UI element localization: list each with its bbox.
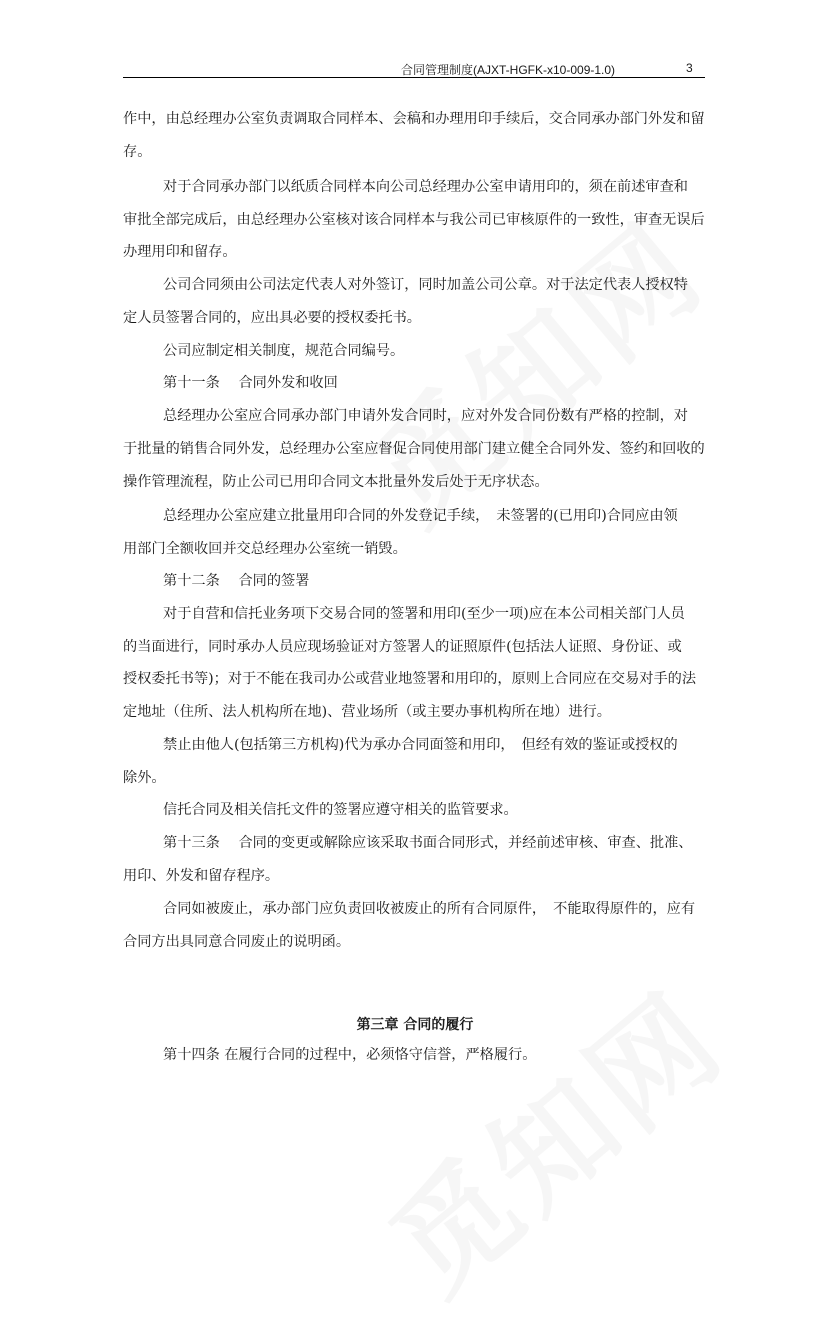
watermark [350, 947, 755, 1325]
text-line: 除外。 [123, 770, 166, 786]
section-heading: 第十一条 合同外发和收回 [163, 375, 338, 391]
text-line: 禁止由他人(包括第三方机构)代为承办合同面签和用印， 但经有效的鉴证或授权的 [163, 737, 678, 753]
text-line: 定人员签署合同的，应出具必要的授权委托书。 [123, 310, 421, 326]
text-line: 办理用印和留存。 [123, 244, 237, 260]
text-line: 于批量的销售合同外发，总经理办公室应督促合同使用部门建立健全合同外发、签约和回收的 [123, 441, 705, 457]
text-line: 存。 [123, 144, 152, 160]
text-line: 定地址（住所、法人机构所在地)、营业场所（或主要办事机构所在地）进行。 [123, 704, 611, 720]
text-line: 公司应制定相关制度，规范合同编号。 [163, 343, 405, 359]
section-heading: 第十二条 合同的签署 [163, 573, 310, 589]
text-line: 用印、外发和留存程序。 [123, 868, 280, 884]
text-line: 审批全部完成后，由总经理办公室核对该合同样本与我公司已审核原件的一致性，审查无误后 [123, 212, 705, 228]
page-number: 3 [686, 61, 693, 75]
text-line: 总经理办公室应建立批量用印合同的外发登记手续， 未签署的(已用印)合同应由领 [163, 508, 678, 524]
text-line: 操作管理流程，防止公司已用印合同文本批量外发后处于无序状态。 [123, 474, 549, 490]
page-header [123, 61, 705, 78]
text-line: 总经理办公室应合同承办部门申请外发合同时，应对外发合同份数有严格的控制，对 [163, 408, 688, 424]
text-line: 第十三条 合同的变更或解除应该采取书面合同形式，并经前述审核、审查、批准、 [163, 835, 693, 851]
text-line: 授权委托书等)；对于不能在我司办公或营业地签署和用印的，原则上合同应在交易对手的法 [123, 671, 697, 687]
text-line: 作中，由总经理办公室负责调取合同样本、会稿和办理用印手续后，交合同承办部门外发和留 [123, 111, 705, 127]
text-line: 用部门全额收回并交总经理办公室统一销毁。 [123, 541, 407, 557]
text-line: 公司合同须由公司法定代表人对外签订，同时加盖公司公章。对于法定代表人授权特 [163, 277, 688, 293]
text-line: 的当面进行，同时承办人员应现场验证对方签署人的证照原件(包括法人证照、身份证、或 [123, 639, 682, 655]
text-line: 合同方出具同意合同废止的说明函。 [123, 934, 351, 950]
text-line: 合同如被废止，承办部门应负责回收被废止的所有合同原件， 不能取得原件的，应有 [163, 901, 696, 917]
text-line: 第十四条 在履行合同的过程中，必须恪守信誉，严格履行。 [163, 1047, 537, 1063]
text-line: 信托合同及相关信托文件的签署应遵守相关的监管要求。 [163, 802, 518, 818]
chapter-title: 第三章 合同的履行 [356, 1017, 474, 1033]
text-line: 对于合同承办部门以纸质合同样本向公司总经理办公室申请用印的，须在前述审查和 [163, 179, 688, 195]
header-title: 合同管理制度(AJXT-HGFK-x10-009-1.0) [401, 63, 616, 77]
text-line: 对于自营和信托业务项下交易合同的签署和用印(至少一项)应在本公司相关部门人员 [163, 606, 685, 622]
